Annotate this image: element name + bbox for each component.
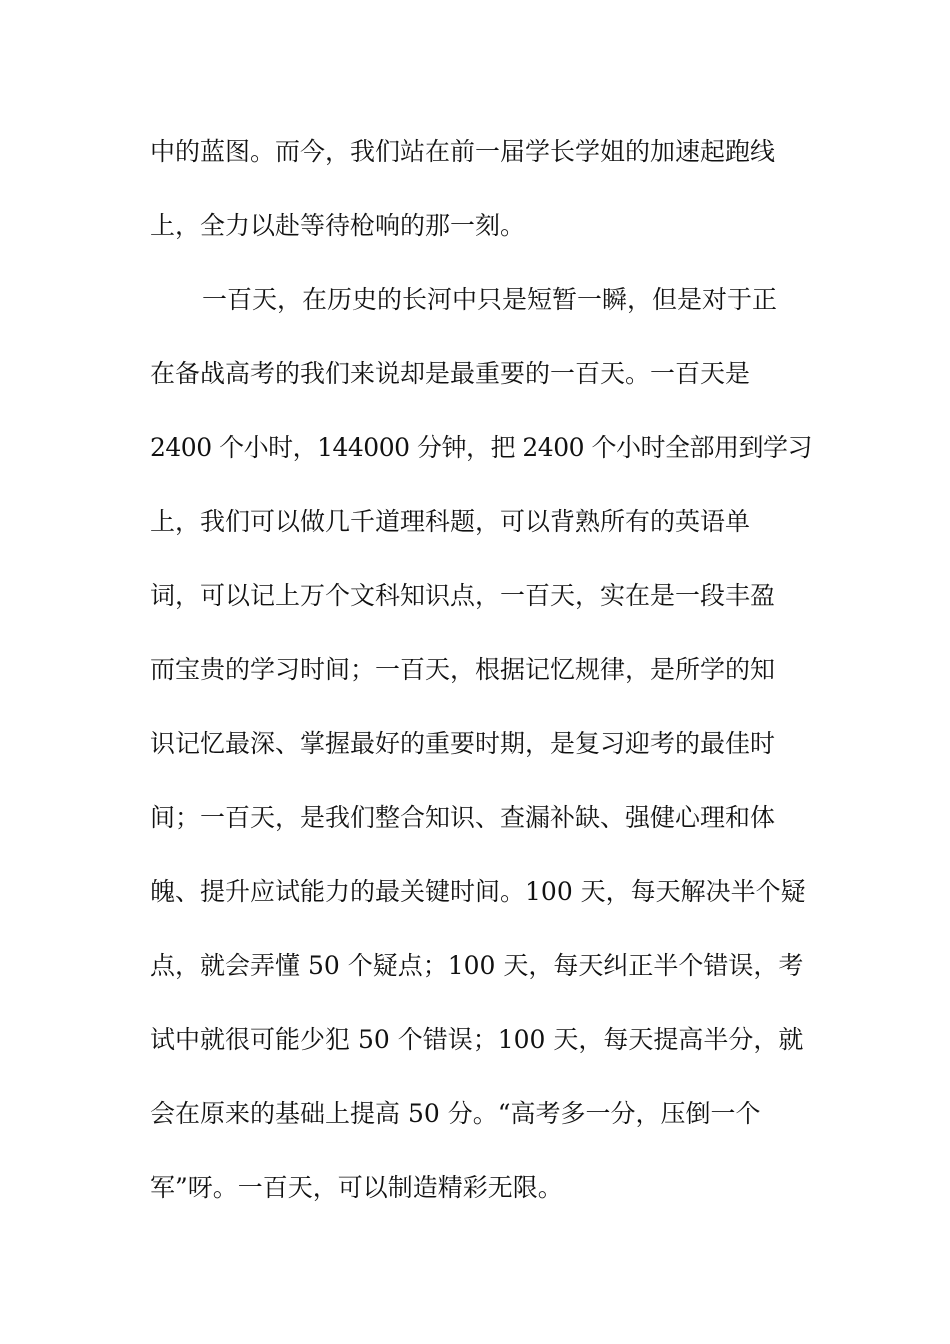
text-line: 试中就很可能少犯 50 个错误；100 天，每天提高半分，就 [150, 1025, 804, 1054]
text-line: 识记忆最深、掌握最好的重要时期，是复习迎考的最佳时 [150, 729, 776, 758]
text-line: 魄、提升应试能力的最关键时间。100 天，每天解决半个疑 [150, 877, 806, 906]
text-line: 一百天，在历史的长河中只是短暂一瞬，但是对于正 [202, 285, 778, 314]
text-line: 上，全力以赴等待枪响的那一刻。 [150, 211, 526, 240]
text-line: 军”呀。一百天，可以制造精彩无限。 [150, 1173, 563, 1202]
text-line: 在备战高考的我们来说却是最重要的一百天。一百天是 [150, 359, 751, 388]
text-line: 会在原来的基础上提高 50 分。“高考多一分，压倒一个 [150, 1099, 761, 1128]
body-text [150, 124, 820, 1234]
text-line: 上，我们可以做几千道理科题，可以背熟所有的英语单 [150, 507, 751, 536]
text-line: 2400 个小时，144000 分钟，把 2400 个小时全部用到学习 [150, 433, 812, 462]
text-line: 间；一百天，是我们整合知识、查漏补缺、强健心理和体 [150, 803, 776, 832]
text-line: 中的蓝图。而今，我们站在前一届学长学姐的加速起跑线 [150, 137, 776, 166]
text-line: 而宝贵的学习时间；一百天，根据记忆规律，是所学的知 [150, 655, 776, 684]
text-line: 词，可以记上万个文科知识点，一百天，实在是一段丰盈 [150, 581, 776, 610]
text-line: 点，就会弄懂 50 个疑点；100 天，每天纠正半个错误，考 [150, 951, 804, 980]
